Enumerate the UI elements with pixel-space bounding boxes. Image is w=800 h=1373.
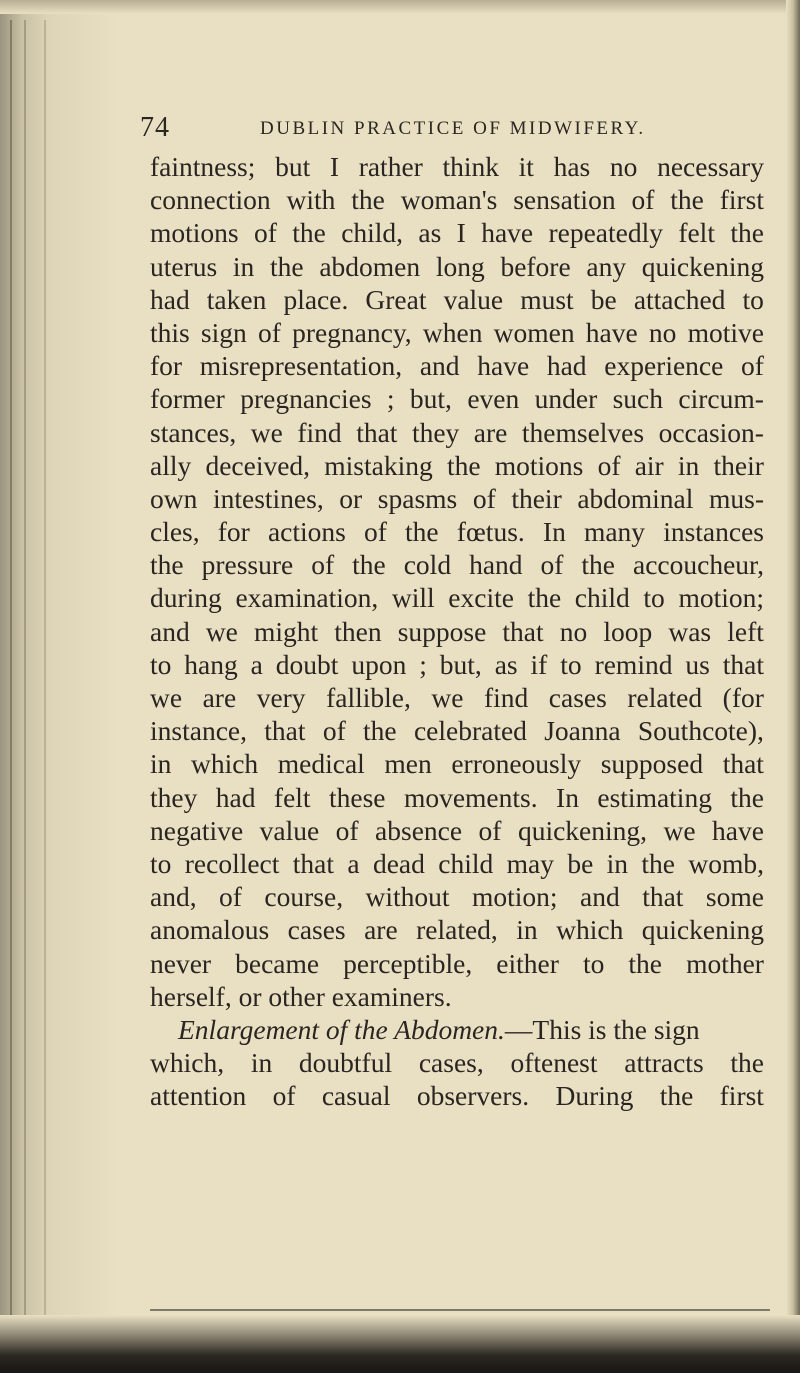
word: erroneously [451,748,582,780]
word: of [219,881,242,913]
word: had [546,350,587,382]
text-line [150,581,764,614]
word: of [364,516,387,548]
word: loop [603,615,653,647]
word: that [502,615,544,647]
word: actions [267,516,346,548]
page-number: 74 [140,112,170,143]
word: remind [594,648,673,680]
word: have [585,316,638,348]
word: which [190,748,259,780]
word: fœtus. [456,516,525,548]
text-line [150,216,764,249]
word: women [493,316,575,348]
word: woman's [400,184,498,216]
word: to [150,648,172,680]
word: the [363,715,397,747]
word: are [364,914,398,946]
word: their [713,449,764,481]
word: During [555,1080,634,1112]
text-line [150,648,764,681]
word: and [580,881,620,913]
word: of [540,549,564,581]
word: upon [351,648,407,680]
word: without [365,881,450,913]
page-bottom-rule [150,1309,770,1311]
text-line [150,681,764,714]
word: mother [686,947,764,979]
word: the [351,184,385,216]
word: no [609,151,638,182]
word: cles, [150,516,200,548]
text-line [150,980,764,1013]
text-line [150,615,764,648]
word: men [384,748,432,780]
word: accoucheur, [633,549,764,581]
word: to [643,582,665,614]
word: the [527,582,562,614]
word: the [730,781,764,813]
word: but, [409,383,452,415]
word: long [435,250,485,282]
word: examination, [235,582,379,614]
word: that [264,715,306,747]
word: are [202,682,237,713]
word: estimating [597,781,712,813]
word: the [581,549,616,581]
word: to [560,648,582,680]
word: the [628,947,662,979]
word: we [431,682,464,713]
binding-edge-line [44,20,46,1333]
word: I [329,151,340,182]
word: former [150,383,225,415]
word: suppose [397,615,487,647]
word: we [663,814,696,846]
word: quickening [641,250,764,282]
word: cases [548,682,607,713]
word: any [586,250,627,282]
word: of [631,184,655,216]
word: when [422,316,483,348]
word: which [556,914,624,946]
word: it [518,151,534,182]
text-line [150,416,764,449]
word: find [483,682,529,713]
word: negative [150,814,244,846]
word: might [253,615,319,647]
word: never [150,947,212,979]
word: doubt [275,648,339,680]
word: the [292,217,326,249]
text-line [150,316,764,349]
text-line [150,714,764,747]
word: cold [403,549,452,581]
word: that [642,881,684,913]
word: for [150,350,183,382]
word: to [582,947,605,979]
word: in [606,847,629,879]
word: abdomen [319,250,421,282]
word: the [641,847,675,879]
word: own [150,482,198,514]
word: spasms [377,482,458,514]
word: necessary [657,151,764,182]
word: deceived, [205,449,311,481]
word: movements. [403,781,538,813]
word: hang [184,648,238,680]
word: ; [386,383,395,415]
word: quickening [641,914,764,946]
word: place. [283,283,349,315]
word: sign [200,316,247,348]
word: that [292,847,335,879]
word: we [205,615,238,647]
word: then [334,615,382,647]
word: during [150,582,222,614]
word: motion; [472,881,558,913]
word: may [506,847,554,879]
word: abdominal [577,482,694,514]
word: cases [287,914,346,946]
word: no [559,615,588,647]
word: mus- [708,482,764,514]
text-line [150,880,764,913]
text-line [150,747,764,780]
word: value [259,814,320,846]
word: very [256,682,306,713]
word: pregnancies [240,383,372,415]
section-heading-line [150,1013,764,1046]
word: as [418,217,442,249]
word: that [356,416,398,448]
word: had [150,283,190,315]
word: us [685,648,710,680]
word: quickening, [517,814,648,846]
binding-edge-line [10,20,12,1333]
word: observers. [416,1080,530,1112]
word: the [446,449,481,481]
word: doubtful [298,1047,393,1079]
word: find [297,416,342,448]
word: cases, [418,1047,484,1079]
word: under [534,383,598,415]
word: attention [150,1080,247,1112]
word: the [659,1080,694,1112]
word: the [730,217,764,249]
word: uterus [150,250,218,282]
word: be [590,283,617,315]
word: and [150,615,190,647]
word: for [217,516,250,548]
section-heading-title: Enlargement of the Abdomen. [178,1013,505,1045]
word: womb, [688,847,764,879]
word: dead [372,847,425,879]
word: misrepresentation, [199,350,403,382]
text-line-content: herself, or other examiners. [150,980,452,1012]
word: ally [150,449,192,481]
text-line [150,913,764,946]
word: as [494,648,518,680]
text-line [150,781,764,814]
word: supposed [600,748,704,780]
word: of [253,217,277,249]
word: fallible, [326,682,411,713]
word: recollect [184,847,280,879]
page-right-edge [786,0,800,1373]
word: of [478,814,502,846]
book-binding-shadow [0,0,120,1373]
page-top-edge [0,0,800,14]
word: instance, [150,715,247,747]
word: have [481,217,534,249]
word: Joanna [544,715,621,747]
word: related, [416,914,498,946]
text-line [150,1079,764,1112]
text-line [150,947,764,980]
word: oftenest [510,1047,598,1079]
word: felt [678,217,715,249]
word: taken [206,283,267,315]
word: Southcote), [637,715,764,747]
word: was [668,615,712,647]
binding-edge-line [24,20,26,1333]
word: connection [150,184,271,216]
word: a [250,648,263,680]
word: left [727,615,764,647]
text-line [150,482,764,515]
word: be [567,847,594,879]
word: value [443,283,504,315]
word: pregnancy, [292,316,412,348]
word: but [275,151,311,182]
word: themselves [521,416,645,448]
word: many [583,516,646,548]
text-line [150,250,764,283]
word: child [574,582,630,614]
word: related [627,682,703,713]
word: with [286,184,336,216]
page-body [150,150,764,1112]
word: their [511,482,562,514]
word: are [473,416,508,448]
section-heading [178,1013,700,1046]
word: became [235,947,320,979]
word: must [520,283,574,315]
word: in [232,250,255,282]
text-line [150,150,764,183]
word: In [542,516,566,548]
word: or [339,482,363,514]
word: occasion- [658,416,764,448]
text-line [150,515,764,548]
running-title: DUBLIN PRACTICE OF MIDWIFERY. [260,118,646,139]
word: of [741,350,764,382]
word: attracts [624,1047,704,1079]
word: a [347,847,360,879]
text-line [150,548,764,581]
word: absence [375,814,463,846]
word: and [419,350,460,382]
word: these [329,781,386,813]
word: no [648,316,677,348]
word: of [597,449,621,481]
text-line [150,183,764,216]
word: they [411,416,460,448]
word: the [405,516,439,548]
word: (for [722,682,764,713]
word: we [150,682,183,713]
word: mistaking [324,449,433,481]
word: they [150,781,198,813]
word: celebrated [413,715,527,747]
text-line [150,814,764,847]
word: the [730,1047,764,1079]
word: child [438,847,494,879]
word: child, [341,217,404,249]
word: medical [277,748,365,780]
word: this [150,316,190,348]
word: in [677,449,700,481]
word: the [670,184,704,216]
word: in [150,748,172,780]
text-line [150,847,764,880]
word: air [634,449,664,481]
word: have [712,814,764,846]
word: will [391,582,435,614]
word: I [456,217,466,249]
word: we [250,416,283,448]
word: rather [358,151,423,182]
word: perceptible, [343,947,473,979]
word: felt [273,781,311,813]
word: of [311,549,335,581]
word: had [215,781,256,813]
word: of [472,482,496,514]
word: In [556,781,579,813]
word: casual [321,1080,391,1112]
word: which, [150,1047,225,1079]
word: ; [419,648,427,680]
word: that [722,748,764,780]
word: excite [448,582,514,614]
word: stances, [150,416,237,448]
word: intestines, [212,482,324,514]
word: the [270,250,304,282]
text-line [150,449,764,482]
word: in [516,914,538,946]
word: repeatedly [548,217,663,249]
page-bottom-edge [0,1315,800,1373]
word: such [612,383,664,415]
word: experience [604,350,724,382]
text-line [150,1046,764,1079]
word: course, [264,881,344,913]
word: anomalous [150,914,270,946]
word: and, [150,881,197,913]
section-heading-rest: —This is the sign [504,1013,700,1045]
page-header [140,112,780,148]
word: motion; [678,582,764,614]
text-line [150,283,764,316]
word: of [257,316,281,348]
word: has [553,151,591,182]
word: to [742,283,764,315]
word: attached [633,283,726,315]
text-line [150,349,764,382]
word: but, [439,648,482,680]
word: have [477,350,530,382]
word: of [322,715,346,747]
word: circum- [678,383,764,415]
text-line [150,382,764,415]
word: either [496,947,559,979]
word: if [530,648,548,680]
word: the [352,549,386,581]
word: motions [150,217,239,249]
word: sensation [513,184,616,216]
word: first [719,1080,764,1112]
word: Great [365,283,427,315]
word: of [335,814,359,846]
word: the [150,549,184,581]
word: first [719,184,764,216]
word: of [272,1080,296,1112]
word: in [250,1047,273,1079]
word: motive [687,316,764,348]
word: motions [494,449,584,481]
word: to [150,847,172,879]
word: faintness; [150,151,256,182]
word: instances [663,516,764,548]
word: pressure [201,549,294,581]
word: before [500,250,571,282]
word: some [705,881,764,913]
word: that [722,648,764,680]
word: hand [469,549,523,581]
word: think [442,151,499,182]
word: even [467,383,520,415]
